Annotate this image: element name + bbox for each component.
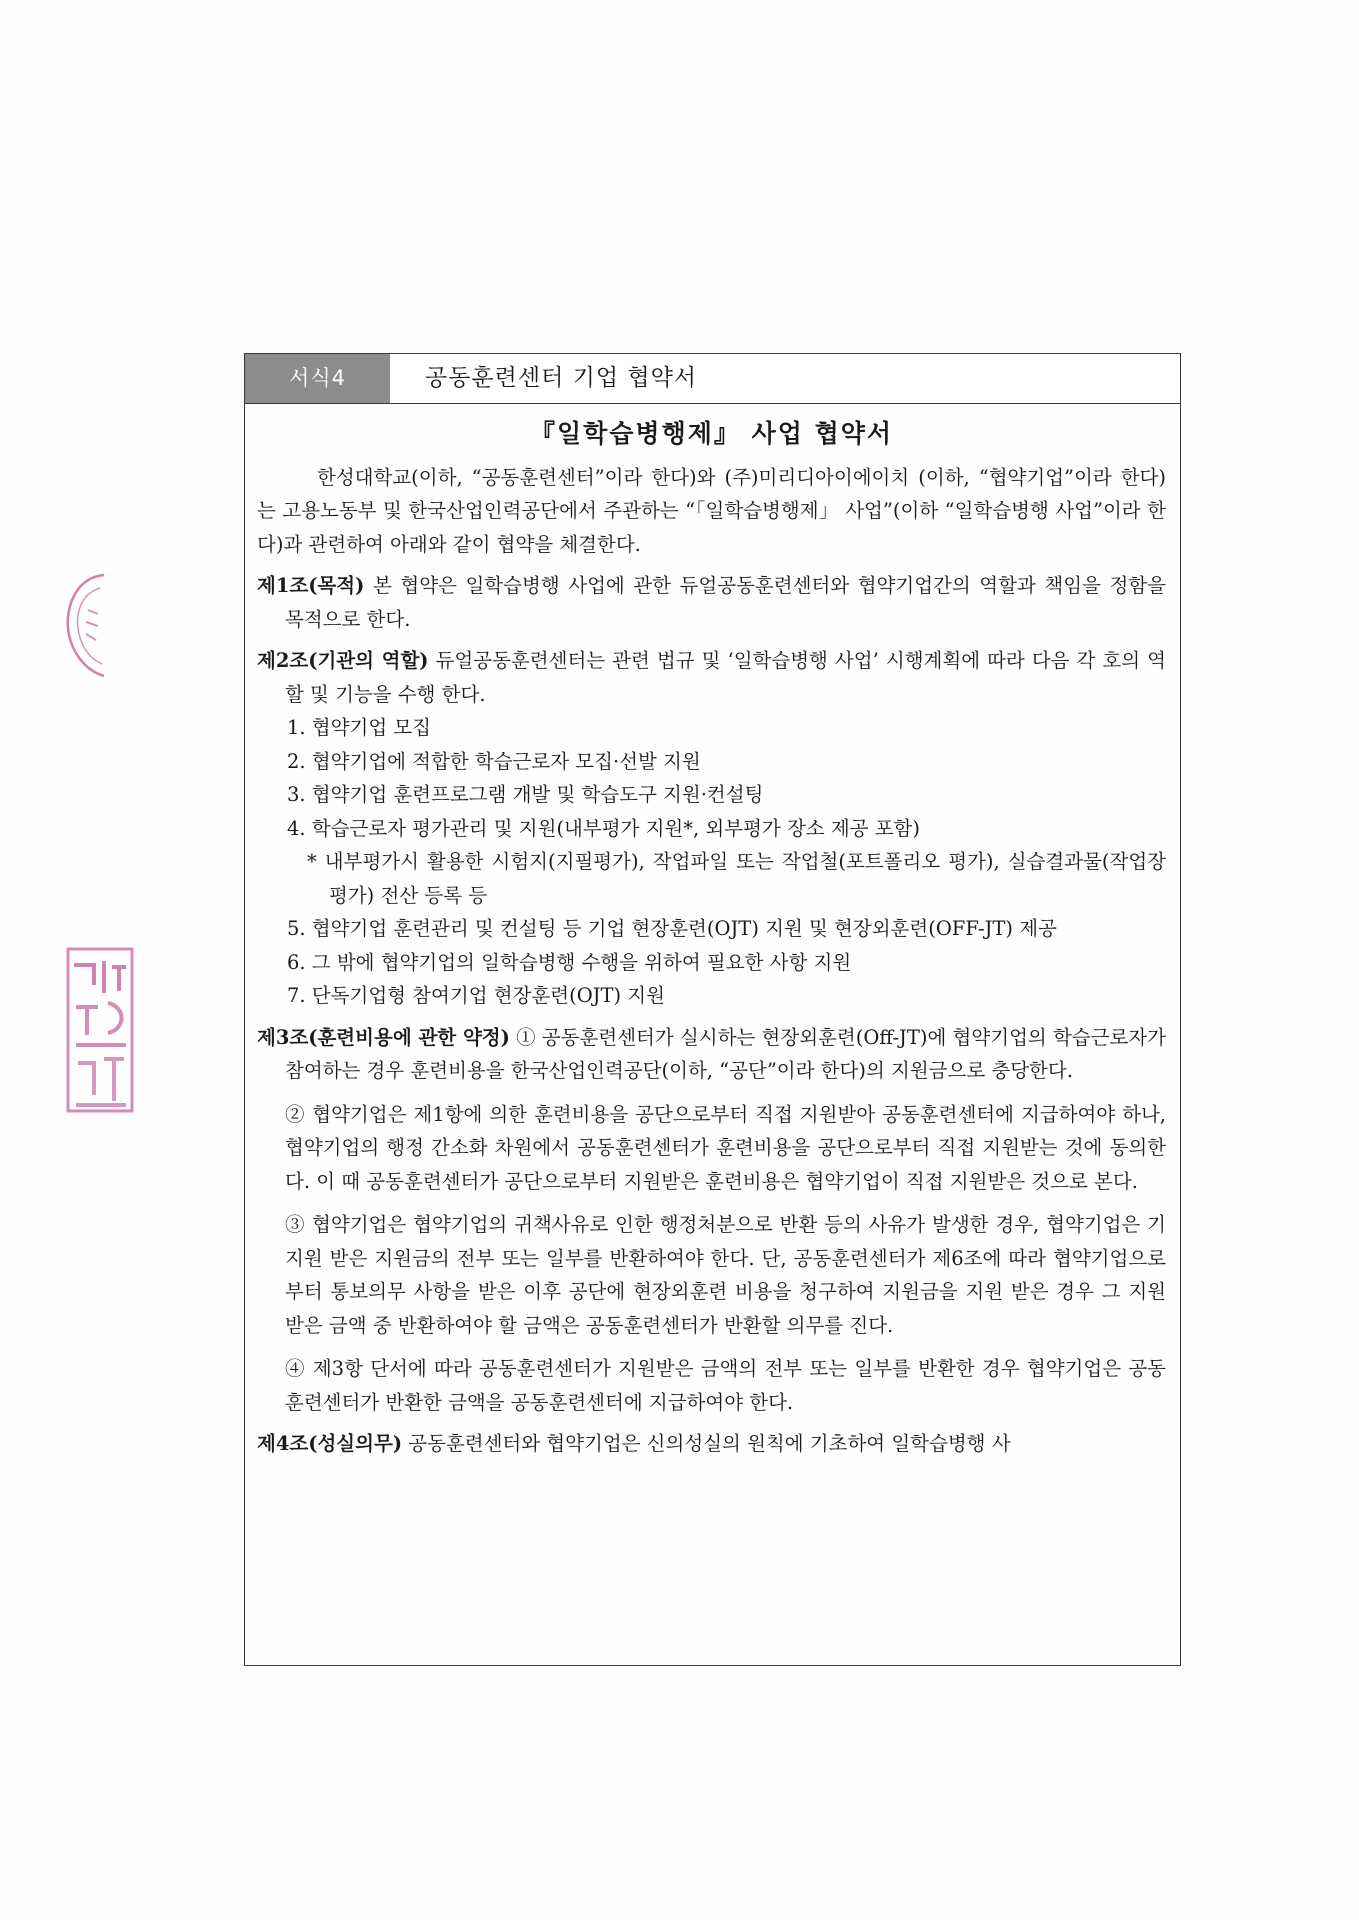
article-1-body: 본 협약은 일학습병행 사업에 관한 듀얼공동훈련센터와 협약기업간의 역할과 책임을 정함을 목적으로 한다. <box>285 574 1166 631</box>
article-3-paragraph-1: ① 공동훈련센터가 실시하는 현장외훈련(Off-JT)에 협약기업의 학습근로자가 참여하는 경우 훈련비용을 한국산업인력공단(이하, “공단”이라 한다)의 지원금으로 충당한다. <box>285 1025 1166 1082</box>
form-header <box>245 354 1180 404</box>
article-2-list-continued <box>257 912 1166 1013</box>
article-1 <box>257 569 1166 636</box>
list-item: 4. 학습근로자 평가관리 및 지원(내부평가 지원*, 외부평가 장소 제공 포함) <box>287 816 920 840</box>
document-title: 『일학습병행제』 사업 협약서 <box>529 419 894 448</box>
intro-paragraph: 한성대학교(이하, “공동훈련센터”이라 한다)와 (주)미리디아이에이치 (이하, “협약기업”이라 한다)는 고용노동부 및 한국산업인력공단에서 주관하는 “「일학습병행제」 사업”(이하 “일학습병행 사업”이라 한다)과 관련하여 아래와 같이 협약을 체결한다. <box>257 465 1166 556</box>
article-2-list <box>257 711 1166 845</box>
list-item: 1. 협약기업 모집 <box>287 716 432 739</box>
form-number-tag: 서식4 <box>245 354 390 403</box>
article-4 <box>257 1427 1166 1461</box>
seal-stamp-partial <box>64 570 106 680</box>
article-3-paragraph-3: ③ 협약기업은 협약기업의 귀책사유로 인한 행정처분으로 반환 등의 사유가 발생한 경우, 협약기업은 기지원 받은 지원금의 전부 또는 일부를 반환하여야 한다. 단, 공동훈련센터가 제6조에 따라 협약기업으로부터 통보의무 사항을 받은 이후 공단에 현장외훈련 비용을 청구하여 지원금을 지원 받은 경우 그 지원 받은 금액 중 반환하여야 할 금액은 공동훈련센터가 반환할 의무를 진다. <box>285 1213 1166 1337</box>
list-item: 7. 단독기업형 참여기업 현장훈련(OJT) 지원 <box>287 984 665 1007</box>
agreement-frame <box>244 353 1181 1666</box>
article-3-paragraph-2: ② 협약기업은 제1항에 의한 훈련비용을 공단으로부터 직접 지원받아 공동훈련센터에 지급하여야 하나, 협약기업의 행정 간소화 차원에서 공동훈련센터가 훈련비용을 공단으로부터 직접 지원받는 것에 동의한다. 이 때 공동훈련센터가 공단으로부터 지원받은 훈련비용은 협약기업이 직접 지원받은 것으로 본다. <box>285 1102 1166 1193</box>
footnote-internal-evaluation: * 내부평가시 활용한 시험지(지필평가), 작업파일 또는 작업철(포트폴리오 평가), 실습결과물(작업장 평가) 전산 등록 등 <box>307 850 1166 907</box>
list-item: 2. 협약기업에 적합한 학습근로자 모집·선발 지원 <box>287 749 701 773</box>
article-4-body: 공동훈련센터와 협약기업은 신의성실의 원칙에 기초하여 일학습병행 사 <box>402 1432 1011 1455</box>
article-2-body: 듀얼공동훈련센터는 관련 법규 및 ‘일학습병행 사업’ 시행계획에 따라 다음 각 호의 역할 및 기능을 수행 한다. <box>285 649 1166 706</box>
agreement-content <box>245 403 1180 1461</box>
article-3-paragraph-4: ④ 제3항 단서에 따라 공동훈련센터가 지원받은 금액의 전부 또는 일부를 반환한 경우 협약기업은 공동훈련센터가 반환한 금액을 공동훈련센터에 지급하여야 한다. <box>285 1357 1166 1414</box>
article-4-heading: 제4조(성실의무) <box>257 1432 403 1455</box>
list-item: 3. 협약기업 훈련프로그램 개발 및 학습도구 지원·컨설팅 <box>287 783 764 806</box>
article-3-heading: 제3조(훈련비용에 관한 약정) <box>257 1025 510 1049</box>
article-1-heading: 제1조(목적) <box>257 574 365 597</box>
article-3 <box>257 1021 1166 1088</box>
list-item: 5. 협약기업 훈련관리 및 컨설팅 등 기업 현장훈련(OJT) 지원 및 현장외훈련(OFF-JT) 제공 <box>287 917 1057 940</box>
article-2-heading: 제2조(기관의 역할) <box>257 649 429 672</box>
company-seal-stamp <box>64 945 136 1115</box>
form-title: 공동훈련센터 기업 협약서 <box>425 365 698 391</box>
list-item: 6. 그 밖에 협약기업의 일학습병행 수행을 위하여 필요한 사항 지원 <box>287 950 852 974</box>
article-2 <box>257 644 1166 711</box>
